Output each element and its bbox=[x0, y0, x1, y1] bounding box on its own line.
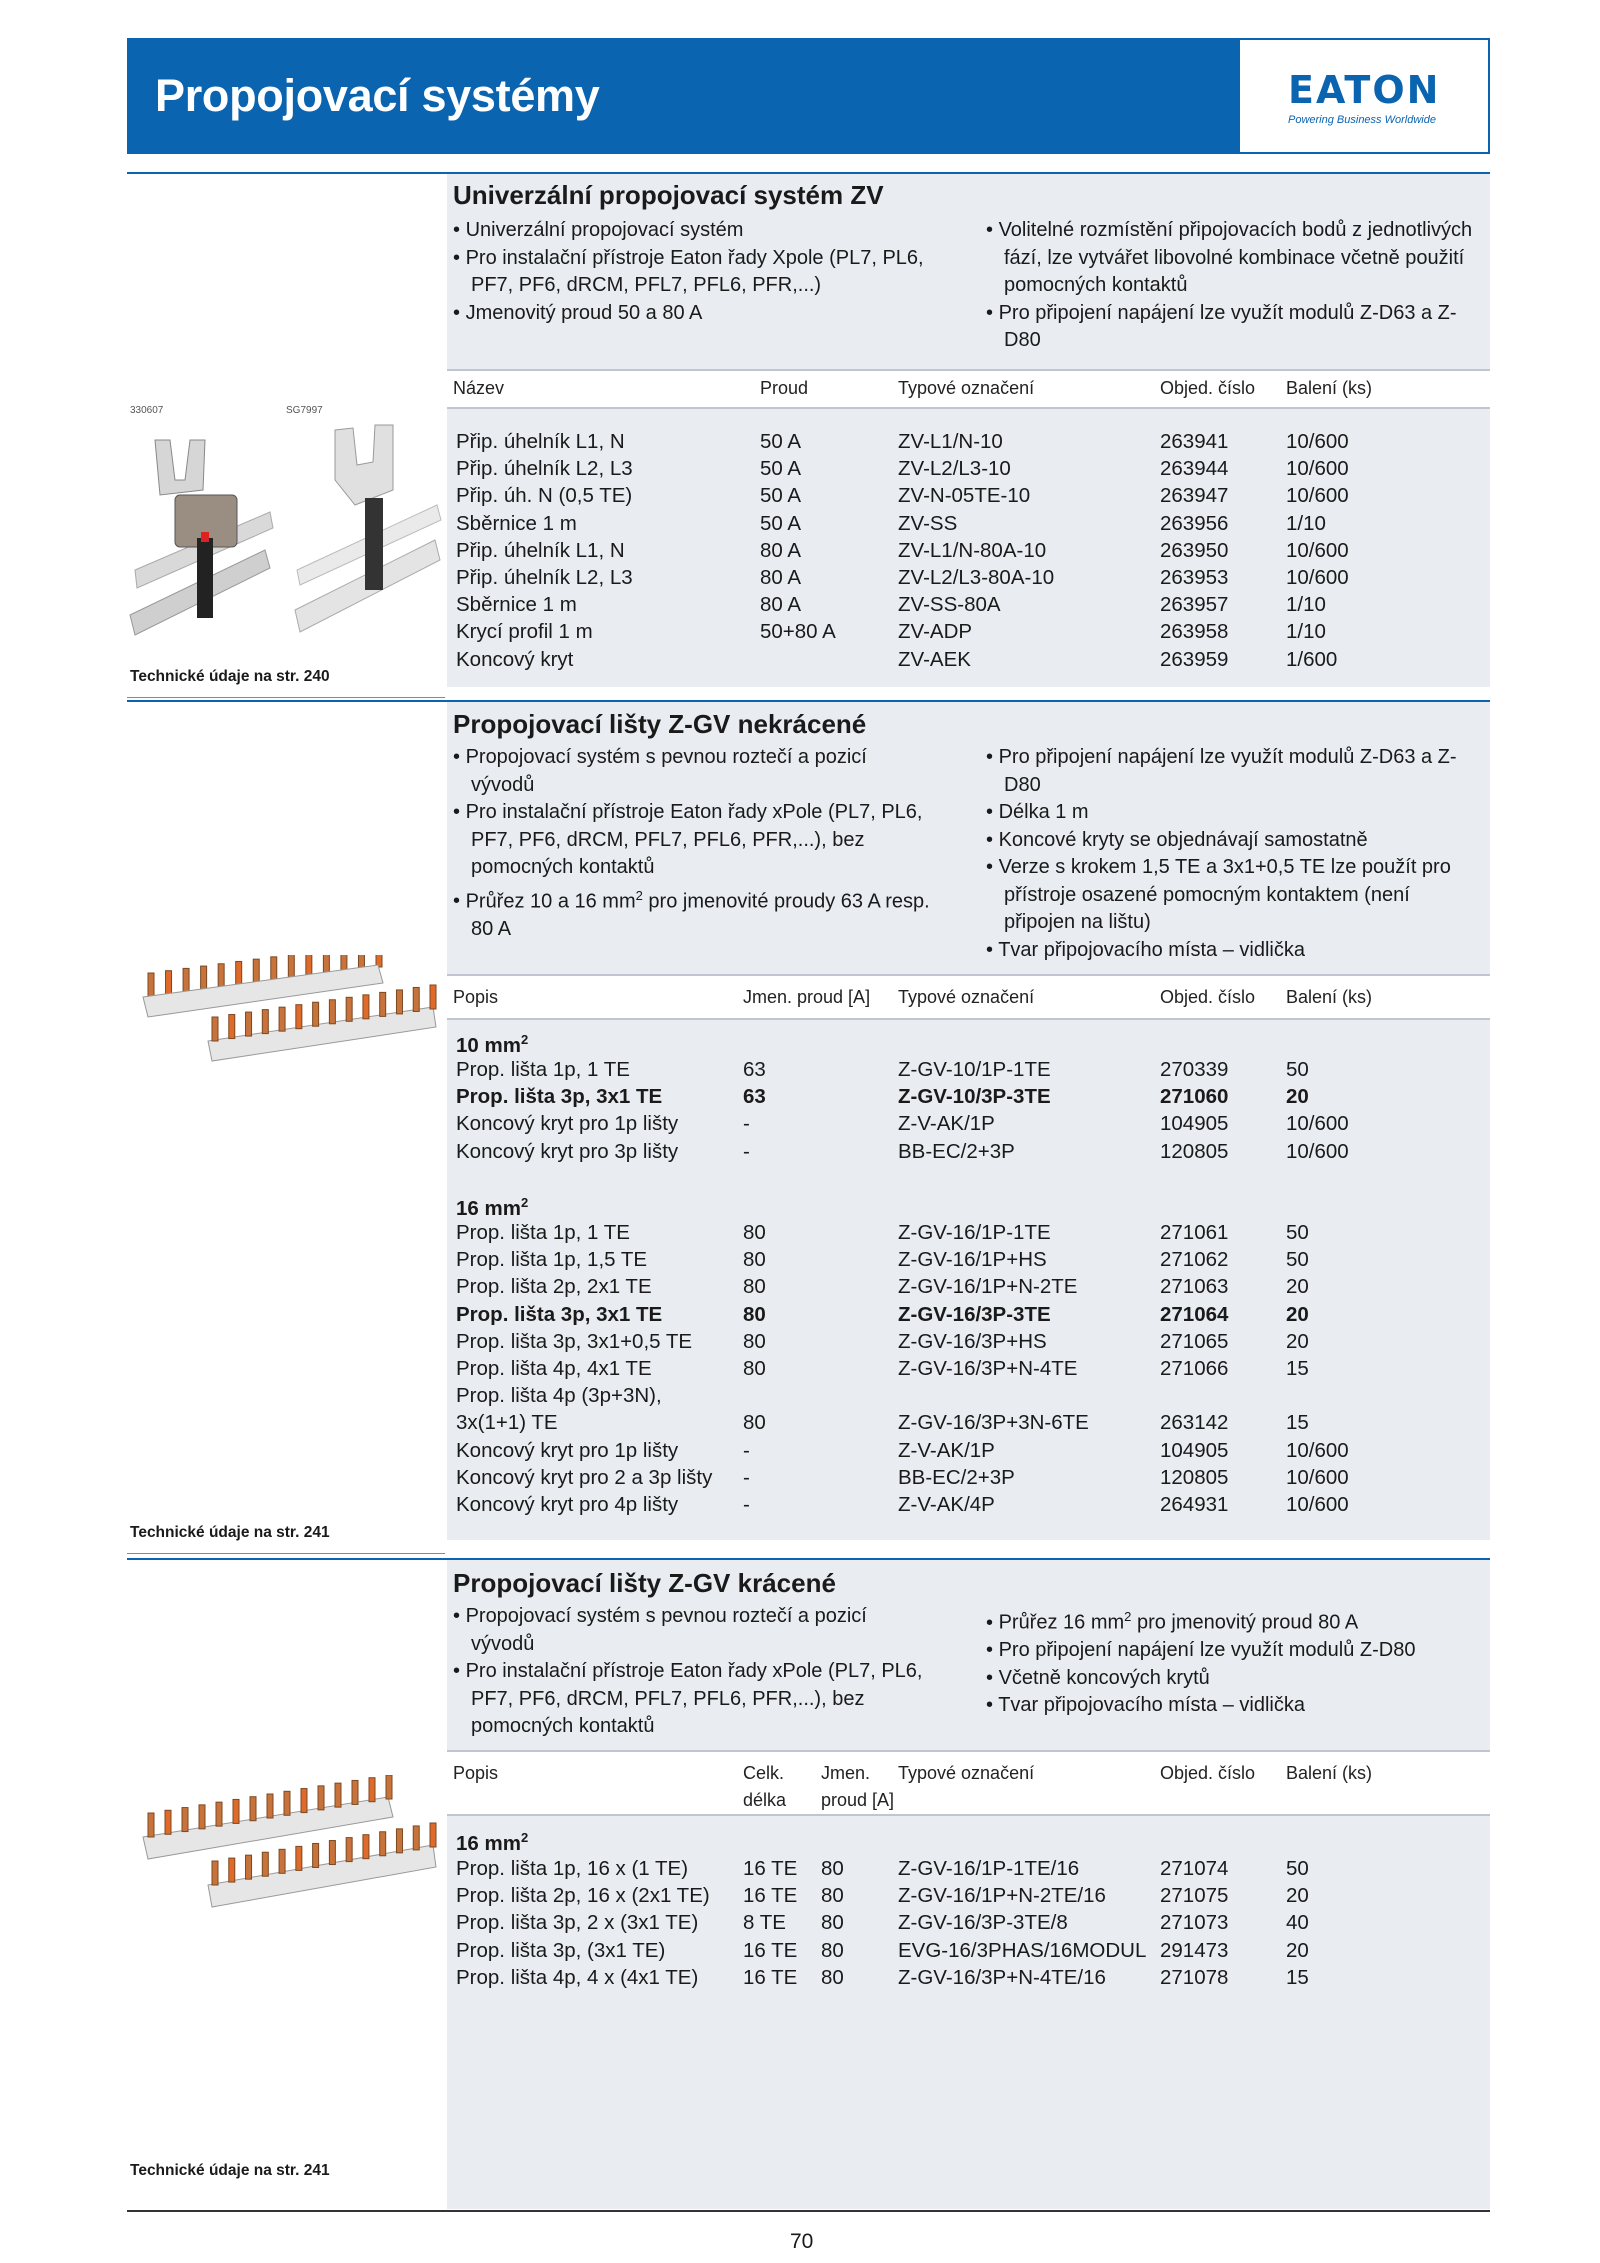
table-cell: 10/600 bbox=[1286, 566, 1349, 589]
image-code: SG7997 bbox=[286, 405, 323, 416]
busbar-tooth bbox=[363, 995, 369, 1019]
busbar-tooth bbox=[363, 1835, 369, 1859]
busbar-tooth bbox=[288, 955, 294, 979]
table-cell: 263142 bbox=[1160, 1411, 1229, 1435]
table-cell: 16 TE bbox=[743, 1938, 798, 1962]
table-cell: 263944 bbox=[1160, 457, 1229, 481]
table-cell: Z-GV-16/1P+HS bbox=[898, 1248, 1047, 1272]
image-code: 330607 bbox=[130, 405, 164, 416]
table-cell: ZV-AEK bbox=[898, 647, 971, 671]
busbar-tooth bbox=[369, 1778, 375, 1802]
table-cell: Koncový kryt bbox=[456, 647, 574, 671]
busbar-tooth bbox=[323, 955, 329, 974]
zgv-busbar-image bbox=[138, 955, 438, 1075]
table-cell: Sběrnice 1 m bbox=[456, 593, 577, 617]
table-cell: 50 bbox=[1286, 1248, 1309, 1272]
table-cell: 120805 bbox=[1160, 1139, 1229, 1163]
tech-data-note: Technické údaje na str. 241 bbox=[130, 2162, 330, 2179]
table-cell: ZV-SS bbox=[898, 511, 958, 535]
table-cell: 271078 bbox=[1160, 1965, 1229, 1989]
busbar-tooth bbox=[262, 1010, 268, 1034]
busbar-tooth bbox=[212, 1017, 218, 1041]
group-label: 10 mm bbox=[456, 1033, 521, 1057]
busbar-tooth bbox=[306, 955, 312, 976]
col-header: Jmen. bbox=[821, 1763, 871, 1783]
table-cell: ZV-L2/L3-10 bbox=[898, 457, 1011, 481]
group-10mm: 10 $mm^2$ bbox=[456, 1032, 529, 1057]
busbar-tooth bbox=[246, 1855, 252, 1879]
table-cell: ZV-L1/N-10 bbox=[898, 430, 1003, 453]
table-cell: 16 TE bbox=[743, 1857, 798, 1880]
busbar-tooth bbox=[267, 1794, 273, 1818]
table-cell: - bbox=[743, 1112, 750, 1136]
table-cell: Koncový kryt pro 4p lišty bbox=[456, 1493, 679, 1516]
busbar-tooth bbox=[212, 1861, 218, 1885]
table-cell: 15 bbox=[1286, 1965, 1309, 1989]
table-cell: 80 bbox=[743, 1275, 766, 1299]
table-cell: 263956 bbox=[1160, 511, 1229, 535]
table-cell: - bbox=[743, 1493, 750, 1516]
table-cell: 16 TE bbox=[743, 1884, 798, 1908]
table-cell: Z-GV-16/1P+N-2TE bbox=[898, 1275, 1078, 1299]
table-cell: Prop. lišta 3p, 3x1 TE bbox=[456, 1302, 663, 1326]
table-cell: ZV-L2/L3-80A-10 bbox=[898, 566, 1055, 589]
table-cell: 271061 bbox=[1160, 1221, 1229, 1244]
busbar-tooth bbox=[201, 966, 207, 990]
busbar-tooth bbox=[386, 1775, 392, 1799]
table-cell: 263941 bbox=[1160, 430, 1229, 453]
table-cell: BB-EC/2+3P bbox=[898, 1465, 1015, 1489]
table-cell: ZV-L1/N-80A-10 bbox=[898, 538, 1047, 562]
table-cell: Sběrnice 1 m bbox=[456, 511, 577, 535]
table-cell: 50 bbox=[1286, 1058, 1309, 1081]
table-cell: Prop. lišta 1p, 1,5 TE bbox=[456, 1248, 648, 1272]
bullet: • Průřez 16 $mm^2$ pro jmenovitý proud 80 A bbox=[986, 1603, 1486, 1637]
busbar-tooth bbox=[284, 1791, 290, 1815]
bullet: • Propojovací systém s pevnou roztečí a pozicí vývodů bbox=[453, 744, 933, 799]
table-cell: 80 A bbox=[760, 593, 802, 617]
table-cell: 80 bbox=[821, 1938, 844, 1962]
table-cell: 80 bbox=[743, 1411, 766, 1435]
table-cell: 271064 bbox=[1160, 1302, 1229, 1326]
busbar-tooth bbox=[329, 1000, 335, 1024]
table-cell: Koncový kryt pro 2 a 3p lišty bbox=[456, 1465, 713, 1489]
busbar-tooth bbox=[313, 1843, 319, 1867]
busbar-tooth bbox=[279, 1849, 285, 1873]
col-header: Celk. bbox=[743, 1763, 785, 1783]
col-header: Jmen. proud [A] bbox=[743, 987, 871, 1007]
bullet-list-left bbox=[453, 744, 933, 943]
table-cell: Přip. úh. N (0,5 TE) bbox=[456, 484, 633, 508]
bullet: • Pro připojení napájení lze využít modulů Z-D63 a Z-D80 bbox=[986, 300, 1486, 355]
table-cell: 63 bbox=[743, 1085, 766, 1109]
table-cell: Z-GV-16/3P+HS bbox=[898, 1329, 1047, 1353]
table-cell: 80 bbox=[743, 1221, 766, 1244]
table-cell: 20 bbox=[1286, 1884, 1309, 1908]
table-cell: 10/600 bbox=[1286, 1139, 1349, 1163]
bullet-list-left bbox=[453, 1603, 933, 1741]
table-cell: 291473 bbox=[1160, 1938, 1229, 1962]
table-cell: 10/600 bbox=[1286, 1438, 1349, 1462]
busbar-tooth bbox=[352, 1780, 358, 1804]
bullet-list-right bbox=[986, 217, 1486, 355]
table-cell: Z-GV-10/3P-3TE bbox=[898, 1085, 1051, 1109]
table-cell: Koncový kryt pro 1p lišty bbox=[456, 1112, 679, 1136]
busbar-tooth bbox=[335, 1783, 341, 1807]
busbar-tooth bbox=[262, 1852, 268, 1876]
table-cell: Z-GV-16/3P-3TE bbox=[898, 1302, 1051, 1326]
col-header: Název bbox=[453, 378, 505, 398]
table-cell: 50 A bbox=[760, 484, 802, 508]
table-cell: 271065 bbox=[1160, 1329, 1229, 1353]
table-cell: Prop. lišta 3p, 3x1 TE bbox=[456, 1085, 663, 1109]
col-header: Objed. číslo bbox=[1160, 987, 1256, 1007]
busbar-tooth bbox=[318, 1786, 324, 1810]
table-cell: 80 bbox=[743, 1357, 766, 1380]
busbar-tooth bbox=[246, 1012, 252, 1036]
busbar-tooth bbox=[199, 1805, 205, 1829]
busbar-tooth bbox=[165, 1810, 171, 1834]
table-cell: 10/600 bbox=[1286, 1493, 1349, 1516]
bullet-list-right bbox=[986, 1603, 1486, 1720]
busbar-tooth bbox=[313, 1002, 319, 1026]
busbar-tooth bbox=[279, 1007, 285, 1031]
table-cell: 271075 bbox=[1160, 1884, 1229, 1908]
page-number: 70 bbox=[790, 2230, 814, 2253]
table-cell: Z-GV-16/1P-1TE bbox=[898, 1221, 1051, 1244]
table-cell: Z-V-AK/4P bbox=[898, 1493, 995, 1516]
bullet-list-left bbox=[453, 217, 953, 327]
busbar-tooth bbox=[329, 1841, 335, 1865]
busbar-tooth bbox=[296, 1005, 302, 1029]
busbar-tooth bbox=[301, 1789, 307, 1813]
table-cell: Přip. úhelník L2, L3 bbox=[456, 566, 633, 589]
table-cell: 10/600 bbox=[1286, 457, 1349, 481]
page-header bbox=[127, 38, 1490, 154]
table-cell: 271062 bbox=[1160, 1248, 1229, 1272]
side-divider bbox=[127, 1553, 445, 1554]
busbar-tooth bbox=[430, 1823, 436, 1847]
table-cell: 15 bbox=[1286, 1357, 1309, 1380]
busbar-tooth bbox=[183, 968, 189, 992]
busbar-tooth bbox=[216, 1802, 222, 1826]
table-cell: 10/600 bbox=[1286, 430, 1349, 453]
table-cell: 104905 bbox=[1160, 1438, 1229, 1462]
bullet: • Pro připojení napájení lze využít modulů Z-D63 a Z-D80 bbox=[986, 744, 1486, 799]
table-cell: 15 bbox=[1286, 1411, 1309, 1435]
table-cell: Z-V-AK/1P bbox=[898, 1438, 995, 1462]
group-16mm: 16 $mm^2$ bbox=[456, 1830, 529, 1855]
table-cell: 1/10 bbox=[1286, 511, 1326, 535]
busbar-tooth bbox=[148, 1813, 154, 1837]
busbar-tooth bbox=[296, 1846, 302, 1870]
table-cell: 263959 bbox=[1160, 647, 1229, 671]
table-cell: 20 bbox=[1286, 1329, 1309, 1353]
table-cell: Prop. lišta 4p, 4 x (4x1 TE) bbox=[456, 1965, 699, 1989]
busbar-tooth bbox=[346, 1838, 352, 1862]
col-header: Objed. číslo bbox=[1160, 378, 1256, 398]
table-cell: 20 bbox=[1286, 1938, 1309, 1962]
bullet: • Pro instalační přístroje Eaton řady Xpole (PL7, PL6, PF7, PF6, dRCM, PFL7, PFL6, PFR,...) bbox=[453, 245, 953, 300]
table-cell: 50 bbox=[1286, 1221, 1309, 1244]
table-cell: 263947 bbox=[1160, 484, 1229, 508]
table-cell: 270339 bbox=[1160, 1058, 1229, 1081]
table-cell: Prop. lišta 1p, 1 TE bbox=[456, 1058, 630, 1081]
logo-tagline: Powering Business Worldwide bbox=[1288, 114, 1436, 126]
table-cell: Prop. lišta 2p, 2x1 TE bbox=[456, 1275, 652, 1299]
table-cell: Prop. lišta 4p (3p+3N), bbox=[456, 1384, 662, 1408]
busbar-tooth bbox=[166, 971, 172, 995]
col-header: Typové označení bbox=[898, 987, 1035, 1007]
eaton-logo bbox=[1240, 40, 1488, 152]
table-cell: 80 bbox=[743, 1302, 766, 1326]
busbar-tooth bbox=[413, 987, 419, 1011]
table-cell: Z-GV-10/1P-1TE bbox=[898, 1058, 1051, 1081]
bullet: • Pro připojení napájení lze využít modulů Z-D80 bbox=[986, 1637, 1486, 1665]
table-cell: 80 bbox=[821, 1911, 844, 1935]
table-cell: 3x(1+1) TE bbox=[456, 1411, 558, 1435]
bullet-list-right bbox=[986, 744, 1486, 964]
table-cell: 20 bbox=[1286, 1302, 1309, 1326]
table-cell: 50 A bbox=[760, 457, 802, 481]
busbar-tooth bbox=[380, 1832, 386, 1856]
bullet: • Tvar připojovacího místa – vidlička bbox=[986, 937, 1486, 965]
col-header: Balení (ks) bbox=[1286, 1763, 1373, 1783]
footer-line bbox=[127, 2210, 1490, 2212]
col-header: Balení (ks) bbox=[1286, 987, 1373, 1007]
col-header: Balení (ks) bbox=[1286, 378, 1373, 398]
table-cell: Prop. lišta 3p, 3x1+0,5 TE bbox=[456, 1329, 693, 1353]
table-cell: Z-GV-16/3P+N-4TE bbox=[898, 1357, 1078, 1380]
table-cell: ZV-N-05TE-10 bbox=[898, 484, 1031, 508]
table-cell: 271074 bbox=[1160, 1857, 1229, 1880]
table-cell: 20 bbox=[1286, 1085, 1309, 1109]
table-cell: Z-GV-16/1P-1TE/16 bbox=[898, 1857, 1080, 1880]
table-cell: 10/600 bbox=[1286, 1112, 1349, 1136]
section-title: Univerzální propojovací systém ZV bbox=[453, 180, 884, 210]
zgv-short-busbar-image bbox=[138, 1775, 438, 1925]
section-title: Propojovací lišty Z-GV nekrácené bbox=[453, 709, 867, 739]
table-cell: 50 A bbox=[760, 511, 802, 535]
col-header: Objed. číslo bbox=[1160, 1763, 1256, 1783]
col-header: Popis bbox=[453, 987, 499, 1007]
bullet: • Tvar připojovacího místa – vidlička bbox=[986, 1692, 1486, 1720]
busbar-tooth bbox=[233, 1799, 239, 1823]
table-cell: Z-GV-16/3P+N-4TE/16 bbox=[898, 1965, 1106, 1989]
table-cell: 10/600 bbox=[1286, 484, 1349, 508]
col-header: proud [A] bbox=[821, 1790, 895, 1810]
table-cell: ZV-SS-80A bbox=[898, 593, 1001, 617]
table-cell: 80 bbox=[821, 1857, 844, 1880]
table-cell: 271063 bbox=[1160, 1275, 1229, 1299]
table-cell: 264931 bbox=[1160, 1493, 1229, 1516]
table-cell: BB-EC/2+3P bbox=[898, 1139, 1015, 1163]
tech-data-note: Technické údaje na str. 240 bbox=[130, 668, 330, 685]
table-cell: 1/10 bbox=[1286, 620, 1326, 644]
table-cell: 63 bbox=[743, 1058, 766, 1081]
table-cell: 10/600 bbox=[1286, 538, 1349, 562]
bullet: • Pro instalační přístroje Eaton řady xPole (PL7, PL6, PF7, PF6, dRCM, PFL7, PFL6, PFR,...), bez pomocných kontaktů bbox=[453, 1658, 933, 1741]
busbar-tooth bbox=[229, 1858, 235, 1882]
table-cell: 80 bbox=[821, 1884, 844, 1908]
table-cell: ZV-ADP bbox=[898, 620, 973, 644]
table-cell: 271060 bbox=[1160, 1085, 1229, 1109]
bullet: • Pro instalační přístroje Eaton řady xPole (PL7, PL6, PF7, PF6, dRCM, PFL7, PFL6, PFR,...), bez pomocných kontaktů bbox=[453, 799, 933, 882]
busbar-tooth bbox=[271, 957, 277, 981]
bullet: • Univerzální propojovací systém bbox=[453, 217, 953, 245]
table-cell: EVG-16/3PHAS/16MODUL bbox=[898, 1938, 1147, 1962]
logo-word: EATON bbox=[1288, 68, 1441, 112]
table-cell: Z-V-AK/1P bbox=[898, 1112, 995, 1136]
bullet: • Volitelné rozmístění připojovacích bodů z jednotlivých fází, lze vytvářet libovolné kombinace včetně použití pomocných kontaktů bbox=[986, 217, 1486, 300]
table-cell: 104905 bbox=[1160, 1112, 1229, 1136]
busbar-tooth bbox=[413, 1826, 419, 1850]
bullet: • Včetně koncových krytů bbox=[986, 1665, 1486, 1693]
table-cell: Prop. lišta 3p, 2 x (3x1 TE) bbox=[456, 1911, 699, 1935]
section-title: Propojovací lišty Z-GV krácené bbox=[453, 1568, 836, 1598]
table-cell: 80 bbox=[743, 1329, 766, 1353]
col-header: Typové označení bbox=[898, 378, 1035, 398]
busbar-tooth bbox=[346, 997, 352, 1021]
table-cell: 8 TE bbox=[743, 1911, 786, 1935]
table-cell: 271066 bbox=[1160, 1357, 1229, 1380]
table-cell: 80 bbox=[743, 1248, 766, 1272]
table-cell: 20 bbox=[1286, 1275, 1309, 1299]
bullet: • Verze s krokem 1,5 TE a 3x1+0,5 TE lze použít pro přístroje osazené pomocným kontaktem (není připojen na lištu) bbox=[986, 854, 1486, 937]
busbar-tooth bbox=[236, 961, 242, 985]
table-cell: Z-GV-16/1P+N-2TE/16 bbox=[898, 1884, 1106, 1908]
busbar-tooth bbox=[229, 1015, 235, 1039]
bullet: • Délka 1 m bbox=[986, 799, 1486, 827]
busbar-tooth bbox=[253, 959, 259, 983]
group-label: 16 mm bbox=[456, 1196, 521, 1220]
table-cell: Z-GV-16/3P+3N-6TE bbox=[898, 1411, 1089, 1435]
busbar-tooth bbox=[218, 964, 224, 988]
busbar-tooth bbox=[148, 973, 154, 997]
table-cell: Koncový kryt pro 1p lišty bbox=[456, 1438, 679, 1462]
table-cell: 50+80 A bbox=[760, 620, 836, 644]
busbar-tooth bbox=[430, 985, 436, 1009]
side-divider bbox=[127, 697, 445, 698]
col-header: délka bbox=[743, 1790, 787, 1810]
table-cell: Krycí profil 1 m bbox=[456, 620, 593, 644]
group-label: 16 mm bbox=[456, 1831, 521, 1855]
table-cell: 80 bbox=[821, 1965, 844, 1989]
bullet: • Propojovací systém s pevnou roztečí a pozicí vývodů bbox=[453, 1603, 933, 1658]
col-header: Popis bbox=[453, 1763, 499, 1783]
table-cell: 40 bbox=[1286, 1911, 1309, 1935]
group-16mm: 16 $mm^2$ bbox=[456, 1195, 529, 1220]
table-cell: 1/600 bbox=[1286, 647, 1338, 671]
table-cell: 80 A bbox=[760, 566, 802, 589]
table-cell: - bbox=[743, 1139, 750, 1163]
busbar-tooth bbox=[396, 1829, 402, 1853]
table-cell: 271073 bbox=[1160, 1911, 1229, 1935]
tech-data-note: Technické údaje na str. 241 bbox=[130, 1524, 330, 1541]
table-cell: 80 A bbox=[760, 538, 802, 562]
busbar-tooth bbox=[250, 1797, 256, 1821]
table-cell: Prop. lišta 1p, 16 x (1 TE) bbox=[456, 1857, 689, 1880]
table-cell: - bbox=[743, 1465, 750, 1489]
page-title: Propojovací systémy bbox=[155, 70, 600, 121]
table-cell: 10/600 bbox=[1286, 1465, 1349, 1489]
bullet: • Jmenovitý proud 50 a 80 A bbox=[453, 300, 953, 328]
table-cell: Prop. lišta 3p, (3x1 TE) bbox=[456, 1938, 666, 1962]
table-cell: 263950 bbox=[1160, 538, 1229, 562]
busbar-tooth bbox=[182, 1808, 188, 1832]
bullet: • Koncové kryty se objednávají samostatně bbox=[986, 827, 1486, 855]
col-header: Proud bbox=[760, 378, 809, 398]
busbar-tooth bbox=[396, 990, 402, 1014]
table-cell: 50 bbox=[1286, 1857, 1309, 1880]
table-cell: Prop. lišta 2p, 16 x (2x1 TE) bbox=[456, 1884, 710, 1908]
zv-product-image bbox=[125, 420, 445, 660]
table-cell: Přip. úhelník L2, L3 bbox=[456, 457, 633, 481]
table-cell: 120805 bbox=[1160, 1465, 1229, 1489]
busbar-tooth bbox=[380, 992, 386, 1016]
table-cell: Prop. lišta 1p, 1 TE bbox=[456, 1221, 630, 1244]
bullet: • Průřez 10 a 16 $mm^2$ pro jmenovité proudy 63 A resp. 80 A bbox=[453, 882, 933, 944]
table-cell: Přip. úhelník L1, N bbox=[456, 430, 625, 453]
table-cell: 263958 bbox=[1160, 620, 1229, 644]
table-cell: 16 TE bbox=[743, 1965, 798, 1989]
table-cell: 1/10 bbox=[1286, 593, 1326, 617]
table-cell: 50 A bbox=[760, 430, 802, 453]
table-cell: Prop. lišta 4p, 4x1 TE bbox=[456, 1357, 652, 1380]
table-cell: 263953 bbox=[1160, 566, 1229, 589]
table-cell: - bbox=[743, 1438, 750, 1462]
table-cell: Koncový kryt pro 3p lišty bbox=[456, 1139, 679, 1163]
table-cell: Z-GV-16/3P-3TE/8 bbox=[898, 1911, 1068, 1935]
table-cell: Přip. úhelník L1, N bbox=[456, 538, 625, 562]
col-header: Typové označení bbox=[898, 1763, 1035, 1783]
table-cell: 263957 bbox=[1160, 593, 1229, 617]
